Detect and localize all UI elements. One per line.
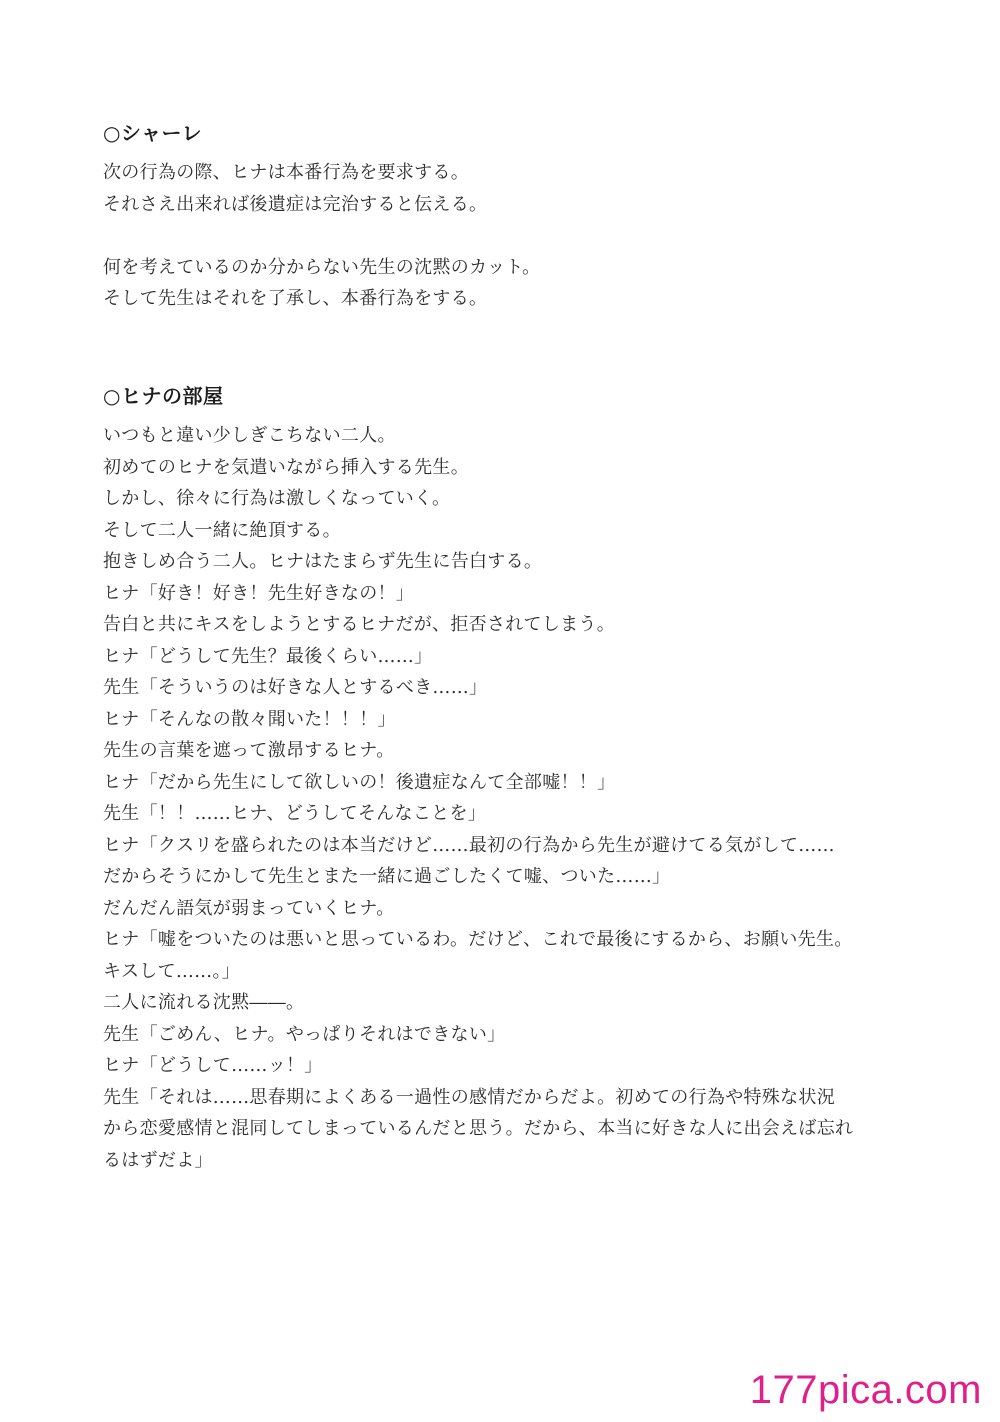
paragraph <box>103 420 923 1176</box>
section-hina-room <box>103 382 923 1176</box>
dialogue-line: ヒナ「クスリを盛られたのは本当だけど……最初の行為から先生が避けてる気がして…… <box>103 834 835 856</box>
paragraph <box>103 157 923 220</box>
section-heading: ○シャーレ <box>103 121 203 145</box>
dialogue-line: 先生「そういうのは好きな人とするべき……」 <box>103 677 488 698</box>
text-line: それさえ出来れば後遺症は完治すると伝える。 <box>103 193 488 215</box>
dialogue-line: から恋愛感情と混同してしまっているんだと思う。だから、本当に好きな人に出会えば忘れ <box>103 1118 854 1139</box>
dialogue-line: るはずだよ」 <box>103 1149 213 1171</box>
text-line: 何を考えているのか分からない先生の沈黙のカット。 <box>103 256 541 278</box>
dialogue-line: ヒナ「どうして……ッ！」 <box>103 1055 323 1076</box>
dialogue-line: 先生「ごめん、ヒナ。やっぱりそれはできない」 <box>103 1023 506 1045</box>
paragraph <box>103 252 923 315</box>
text-line: 初めてのヒナを気遣いながら挿入する先生。 <box>103 456 469 478</box>
text-line: 次の行為の際、ヒナは本番行為を要求する。 <box>103 162 469 183</box>
dialogue-line: だからそうにかして先生とまた一緒に過ごしたくて嘘、ついた……」 <box>103 866 671 887</box>
text-line: そして先生はそれを了承し、本番行為をする。 <box>103 288 488 309</box>
dialogue-line: ヒナ「どうして先生？最後くらい……」 <box>103 645 433 667</box>
dialogue-line: キスして……。」 <box>103 960 241 982</box>
dialogue-line: ヒナ「嘘をついたのは悪いと思っているわ。だけど、これで最後にするから、お願い先生。 <box>103 929 853 950</box>
paragraph-gap <box>103 220 923 252</box>
dialogue-line: 先生「それは……思春期によくある一過性の感情だからだよ。初めての行為や特殊な状況 <box>103 1086 835 1108</box>
dialogue-line: ヒナ「好き！好き！先生好きなの！」 <box>103 582 415 604</box>
section-heading: ○ヒナの部屋 <box>103 384 224 408</box>
text-line: 先生の言葉を遮って激昂するヒナ。 <box>103 740 395 761</box>
text-line: だんだん語気が弱まっていくヒナ。 <box>103 897 395 919</box>
dialogue-line: 先生「！！……ヒナ、どうしてそんなことを」 <box>103 803 487 824</box>
text-line: 二人に流れる沈黙――。 <box>103 992 305 1013</box>
text-line: 抱きしめ合う二人。ヒナはたまらず先生に告白する。 <box>103 551 543 572</box>
text-line: そして二人一緒に絶頂する。 <box>103 519 341 541</box>
watermark: 177pica.com <box>749 1368 982 1412</box>
section-shale <box>103 119 923 315</box>
text-line: しかし、徐々に行為は激しくなっていく。 <box>103 488 451 509</box>
dialogue-line: ヒナ「だから先生にして欲しいの！後遺症なんて全部嘘！！」 <box>103 771 616 793</box>
dialogue-line: ヒナ「そんなの散々聞いた！！！」 <box>103 708 396 730</box>
text-line: いつもと違い少しぎこちない二人。 <box>103 425 396 446</box>
text-line: 告白と共にキスをしようとするヒナだが、拒否されてしまう。 <box>103 614 616 635</box>
